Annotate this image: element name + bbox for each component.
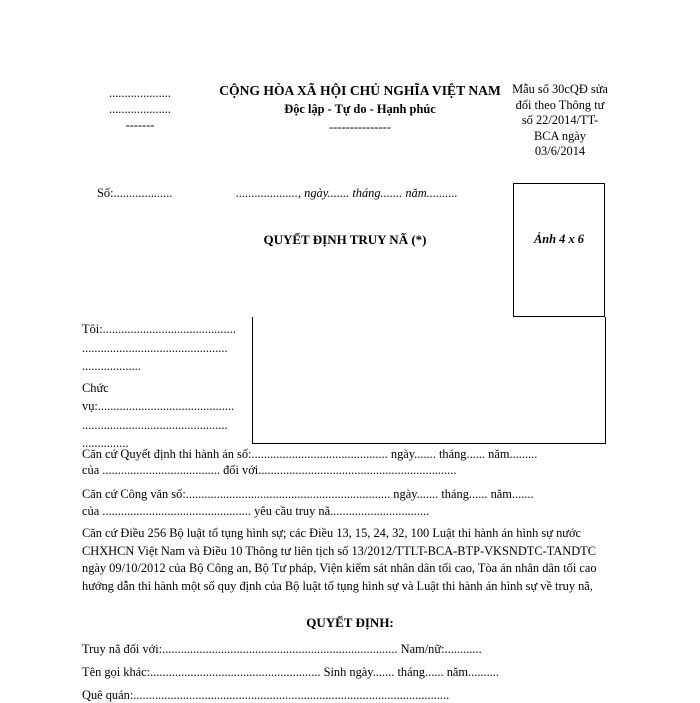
- issuer-line: Chức: [82, 380, 109, 395]
- basis-line: của ................................................ yêu cầu truy nã................................: [82, 504, 430, 518]
- issuer-line: ...............................................: [82, 340, 228, 355]
- basis-line: Căn cứ Công văn số:.................................................................. ngày....... tháng...... năm.......: [82, 487, 534, 501]
- agency-line-2: ....................: [109, 102, 171, 116]
- wanted-person-field: Truy nã đối với:............................................................................ Nam/nữ:............: [82, 642, 482, 656]
- motto-underline: ---------------: [329, 120, 391, 134]
- legal-basis-paragraph: Căn cứ Điều 256 Bộ luật tố tụng hình sự; các Điều 13, 15, 24, 32, 100 Luật thi hành án hình sự nước CHXHCN Việt Nam và Điều 10 Thông tư liên tịch số 13/2012/TTLT-BCA-BTP-VKSNDTC-TANDTC ngày 09/10/2012 của Bộ Công an, Bộ Tư pháp, Viện kiểm sát nhân dân tối cao, Tòa án nhân dân tối cao hướng dẫn thi hành một số quy định của Bộ luật tố tụng hình sự và Luật thi hành án hình sự về truy nã,: [82, 526, 597, 593]
- issuer-line: vụ:............................................: [82, 399, 235, 413]
- hometown-field: Quê quán:......................................................................................................: [82, 688, 450, 702]
- issuer-block: [82, 320, 250, 453]
- form-code-note: Mẫu số 30cQĐ sửa đổi theo Thông tư số 22/2014/TT-BCA ngày 03/6/2014: [512, 82, 608, 158]
- basis-line: Căn cứ Quyết định thi hành án số:............................................ ngày....... tháng...... năm.........: [82, 447, 538, 461]
- issuer-line: ...................: [82, 359, 141, 373]
- document-number: Số:...................: [97, 186, 173, 200]
- agency-line-1: ....................: [109, 86, 171, 100]
- decision-heading: QUYẾT ĐỊNH:: [306, 615, 394, 630]
- document-date: ...................., ngày....... tháng....... năm..........: [236, 186, 458, 200]
- national-title: CỘNG HÒA XÃ HỘI CHỦ NGHĨA VIỆT NAM: [219, 83, 501, 98]
- photo-frame: [513, 183, 605, 317]
- motto: Độc lập - Tự do - Hạnh phúc: [284, 102, 436, 116]
- basis-line: của ...................................... đối với................................................................: [82, 463, 457, 477]
- issuer-line: ...............: [82, 436, 129, 450]
- photo-section-frame: [252, 317, 606, 444]
- photo-label: Ảnh 4 x 6: [534, 232, 584, 246]
- issuer-line: Tôi:...........................................: [82, 322, 236, 336]
- national-header: [200, 82, 520, 136]
- alias-field: Tên gọi khác:....................................................... Sinh ngày....... tháng...... năm..........: [82, 665, 499, 679]
- issuer-line: ...............................................: [82, 417, 228, 432]
- agency-line-3: -------: [125, 118, 155, 132]
- issuing-agency-block: [90, 85, 190, 133]
- decision-title: QUYẾT ĐỊNH TRUY NÃ (*): [263, 232, 427, 247]
